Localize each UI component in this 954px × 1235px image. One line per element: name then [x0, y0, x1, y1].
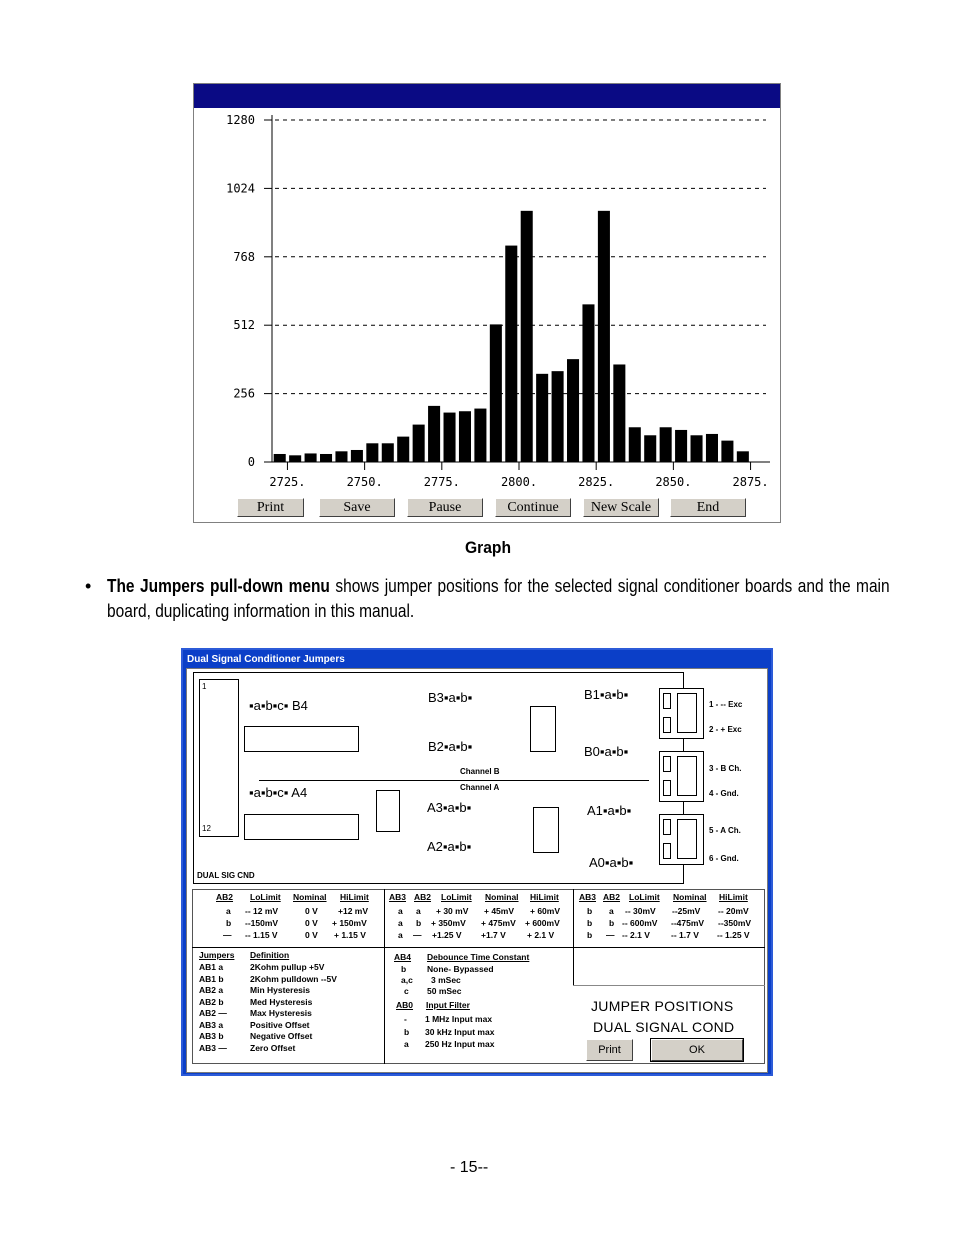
t3-r1c0: b — [587, 918, 593, 928]
flt-r2-val: 250 Hz Input max — [425, 1039, 495, 1049]
histogram-bar-13 — [474, 409, 486, 462]
bullet-paragraph — [85, 574, 890, 624]
x-tick-label-3: 2800. — [500, 475, 538, 489]
t1-r0c2: 0 V — [305, 906, 318, 916]
histogram-bar-16 — [521, 211, 533, 462]
flt-r0-key: - — [404, 1014, 407, 1024]
jumper-b1-label: B1▪a▪b▪ — [584, 687, 629, 702]
t3-h4: HiLimit — [719, 892, 748, 902]
t1-h2: Nominal — [293, 892, 327, 902]
t2-r0c2: + 30 mV — [436, 906, 469, 916]
channel-divider — [259, 780, 649, 781]
t2-h3: Nominal — [485, 892, 519, 902]
terminal-pin-2 — [663, 717, 671, 733]
t3-r0c0: b — [587, 906, 593, 916]
y-tick-label-3: 768 — [233, 249, 255, 264]
jd-r1-def: 2Kohm pulldown --5V — [250, 973, 337, 984]
x-tick-label-4: 2825. — [578, 475, 615, 489]
histogram-bar-28 — [706, 434, 718, 462]
t3-h2: LoLimit — [629, 892, 660, 902]
histogram-bar-15 — [505, 246, 517, 462]
t1-r1c0: b — [226, 918, 232, 928]
t2-r1c3: + 475mV — [481, 918, 516, 928]
t2-h1: AB2 — [414, 892, 432, 902]
t3-r0c2: -- 30mV — [625, 906, 656, 916]
y-tick-label-5: 1280 — [226, 113, 255, 127]
db-r1-key: a,c — [401, 975, 413, 985]
t3-r2c4: -- 1.25 V — [717, 930, 750, 940]
tables-vline-1 — [384, 889, 385, 1064]
t2-r1c2: + 350mV — [431, 918, 466, 928]
histogram-bar-11 — [444, 413, 456, 462]
relay-a — [533, 807, 559, 853]
t2-r2c0: a — [398, 930, 403, 940]
end-button[interactable]: End — [670, 498, 746, 517]
histogram-bar-25 — [660, 427, 672, 462]
t3-r0c1: a — [609, 906, 614, 916]
histogram-bar-27 — [691, 435, 703, 462]
t3-h3: Nominal — [673, 892, 707, 902]
continue-button[interactable]: Continue — [495, 498, 571, 517]
db-h0: AB4 — [394, 952, 412, 962]
db-r0-key: b — [401, 964, 407, 974]
t2-r1c4: + 600mV — [525, 918, 560, 928]
heading-jumper-positions: JUMPER POSITIONS — [591, 998, 734, 1014]
histogram-bar-30 — [737, 451, 749, 462]
t1-r1c3: + 150mV — [332, 918, 367, 928]
t1-r0c3: +12 mV — [338, 906, 369, 916]
tables-hline-2 — [573, 985, 765, 986]
flt-h0: AB0 — [396, 1000, 414, 1010]
terminal-label-4: 4 - Gnd. — [709, 789, 739, 798]
print-button[interactable]: Print — [237, 498, 304, 517]
t3-r2c0: b — [587, 930, 593, 940]
jumper-b0-label: B0▪a▪b▪ — [584, 744, 629, 759]
histogram-bar-1 — [289, 455, 301, 462]
terminal-pin-3 — [663, 756, 671, 772]
jumper-b4-block — [244, 726, 359, 752]
t3-r2c1: — — [606, 930, 615, 940]
histogram-bar-2 — [305, 453, 317, 462]
terminal-screw-1 — [677, 693, 697, 733]
histogram-bar-17 — [536, 374, 548, 462]
jd-r0-key: AB1 a — [199, 962, 224, 972]
heading-dual-signal-cond: DUAL SIGNAL COND — [593, 1019, 735, 1035]
t1-r0c1: -- 12 mV — [245, 906, 279, 916]
t2-r1c1: b — [416, 918, 422, 928]
flt-r1-val: 30 kHz Input max — [425, 1026, 495, 1037]
t2-r2c1: — — [413, 930, 422, 940]
graph-titlebar — [194, 84, 780, 108]
flt-h1: Input Filter — [426, 1000, 470, 1010]
histogram-bar-29 — [721, 441, 733, 462]
tables-hline — [192, 947, 765, 948]
new-scale-button[interactable]: New Scale — [583, 498, 659, 517]
connector-pin-1: 1 — [202, 682, 207, 691]
board-label: DUAL SIG CND — [197, 871, 255, 880]
db-r2-key: c — [404, 986, 409, 996]
db-r1-val: 3 mSec — [431, 975, 461, 985]
t1-r2c2: 0 V — [305, 930, 318, 940]
t2-h2: LoLimit — [441, 892, 472, 902]
t3-r1c1: b — [609, 918, 615, 928]
histogram-bar-12 — [459, 411, 471, 462]
t1-r1c1: --150mV — [245, 918, 279, 928]
tables-vline-3 — [573, 947, 574, 985]
x-tick-label-0: 2725. — [269, 475, 306, 489]
jd-r4-key: AB2 — — [199, 1008, 227, 1018]
jd-r7-key: AB3 — — [199, 1042, 227, 1053]
t1-r1c2: 0 V — [305, 918, 318, 928]
jumper-b2-label: B2▪a▪b▪ — [428, 739, 473, 754]
jd-r0-def: 2Kohm pullup +5V — [250, 962, 325, 972]
dialog-ok-button[interactable]: OK — [651, 1039, 743, 1061]
histogram-bar-23 — [629, 427, 641, 462]
histogram-bar-14 — [490, 324, 502, 462]
histogram-bar-3 — [320, 454, 332, 462]
histogram-bar-22 — [613, 364, 625, 462]
histogram-bar-24 — [644, 435, 656, 462]
t2-r1c0: a — [398, 918, 403, 928]
jumper-b4-label: ▪a▪b▪c▪ B4 — [249, 698, 308, 713]
terminal-pin-4 — [663, 780, 671, 796]
jumper-a4-label: ▪a▪b▪c▪ A4 — [249, 785, 308, 800]
flt-r1-key: b — [404, 1026, 410, 1037]
terminal-label-6: 6 - Gnd. — [709, 854, 739, 863]
x-tick-label-6: 2875. — [732, 475, 769, 489]
terminal-pin-6 — [663, 843, 671, 859]
histogram-bar-4 — [335, 451, 347, 462]
bullet-text: shows jumper positions for the selected signal conditioner boards and the main board, duplicating information in this manual. — [107, 576, 890, 621]
histogram-bar-18 — [552, 371, 564, 462]
t2-r2c4: + 2.1 V — [527, 930, 555, 940]
jumpers-dialog — [181, 648, 773, 1076]
graph-window — [193, 83, 781, 523]
jd-r3-def: Med Hysteresis — [250, 996, 313, 1007]
t3-h0: AB3 — [579, 892, 597, 902]
t3-r0c3: --25mV — [672, 906, 701, 916]
terminal-pin-5 — [663, 819, 671, 835]
jumper-a4-block — [244, 814, 359, 840]
jd-r1-key: AB1 b — [199, 973, 224, 984]
histogram-bar-0 — [274, 454, 286, 462]
terminal-label-1: 1 - -- Exc — [709, 700, 743, 709]
jumper-a2-label: A2▪a▪b▪ — [427, 839, 472, 854]
histogram-bar-10 — [428, 406, 440, 462]
y-tick-label-2: 512 — [233, 318, 255, 333]
bullet-bold-lead: The Jumpers pull-down menu — [107, 576, 330, 596]
t1-h0: AB2 — [216, 892, 234, 902]
histogram-bar-8 — [397, 437, 409, 462]
dialog-title: Dual Signal Conditioner Jumpers — [187, 654, 345, 665]
t2-r2c2: +1.25 V — [432, 930, 462, 940]
jd-r7-def: Zero Offset — [250, 1042, 296, 1053]
jumper-a3-label: A3▪a▪b▪ — [427, 800, 472, 815]
x-tick-label-5: 2850. — [655, 475, 692, 489]
histogram-bar-26 — [675, 430, 687, 462]
connector-pin-12: 12 — [202, 824, 211, 833]
jd-h0: Jumpers — [199, 950, 235, 960]
histogram-bar-7 — [382, 443, 394, 462]
histogram-bar-9 — [413, 425, 425, 462]
x-tick-label-1: 2750. — [346, 475, 383, 489]
histogram-bar-5 — [351, 450, 363, 462]
connector-strip — [199, 679, 239, 837]
histogram-bar-20 — [582, 304, 594, 462]
t3-r1c3: --475mV — [671, 918, 705, 928]
y-tick-label-1: 256 — [233, 386, 255, 401]
bullet-icon: • — [85, 576, 92, 596]
relay-a4 — [376, 790, 400, 832]
y-tick-label-0: 0 — [247, 455, 255, 469]
t3-r1c4: --350mV — [718, 918, 752, 928]
t3-r2c2: -- 2.1 V — [622, 930, 650, 940]
terminal-label-3: 3 - B Ch. — [709, 764, 742, 773]
t2-r0c4: + 60mV — [530, 906, 561, 916]
graph-caption: Graph — [464, 538, 512, 557]
t2-r2c3: +1.7 V — [481, 930, 506, 940]
terminal-screw-2 — [677, 756, 697, 796]
jd-r2-key: AB2 a — [199, 985, 224, 995]
x-tick-label-2: 2775. — [423, 475, 460, 489]
page-number: - 15-- — [450, 1159, 489, 1176]
t3-r0c4: -- 20mV — [718, 906, 749, 916]
jd-r6-key: AB3 b — [199, 1031, 224, 1041]
jumper-a1-label: A1▪a▪b▪ — [587, 803, 632, 818]
jd-r4-def: Max Hysteresis — [250, 1008, 312, 1018]
pause-button[interactable]: Pause — [407, 498, 483, 517]
flt-r0-val: 1 MHz Input max — [425, 1014, 493, 1024]
y-tick-label-4: 1024 — [226, 181, 255, 196]
t1-r2c1: -- 1.15 V — [245, 930, 278, 940]
terminal-pin-1 — [663, 693, 671, 709]
t2-h4: HiLimit — [530, 892, 559, 902]
t2-h0: AB3 — [389, 892, 407, 902]
dialog-body — [186, 668, 768, 1073]
jd-r3-key: AB2 b — [199, 996, 224, 1007]
terminal-label-5: 5 - A Ch. — [709, 826, 741, 835]
t3-r2c3: -- 1.7 V — [671, 930, 699, 940]
terminal-screw-3 — [677, 819, 697, 859]
channel-b-label: Channel B — [460, 767, 500, 776]
histogram-bar-19 — [567, 359, 579, 462]
relay-b — [530, 706, 556, 752]
jd-r2-def: Min Hysteresis — [250, 985, 310, 995]
tables-vline-2 — [573, 889, 574, 947]
t2-r0c0: a — [398, 906, 403, 916]
db-h1: Debounce Time Constant — [427, 952, 530, 962]
t3-r1c2: -- 600mV — [622, 918, 658, 928]
jd-r5-def: Positive Offset — [250, 1019, 310, 1030]
t2-r0c1: a — [416, 906, 421, 916]
histogram-bar-21 — [598, 211, 610, 462]
dialog-print-button[interactable]: Print — [586, 1039, 633, 1061]
t2-r0c3: + 45mV — [484, 906, 515, 916]
t1-h3: HiLimit — [340, 892, 369, 902]
t1-h1: LoLimit — [250, 892, 281, 902]
t1-r2c0: — — [223, 930, 232, 940]
jd-r5-key: AB3 a — [199, 1019, 224, 1030]
jumper-a0-label: A0▪a▪b▪ — [589, 855, 634, 870]
db-r2-val: 50 mSec — [427, 986, 462, 996]
db-r0-val: None- Bypassed — [427, 964, 494, 974]
flt-r2-key: a — [404, 1039, 409, 1049]
histogram-bar-6 — [366, 443, 378, 462]
t3-h1: AB2 — [603, 892, 621, 902]
t1-r2c3: + 1.15 V — [334, 930, 366, 940]
t1-r0c0: a — [226, 906, 231, 916]
jumper-b3-label: B3▪a▪b▪ — [428, 690, 473, 705]
terminal-label-2: 2 - + Exc — [709, 725, 742, 734]
histogram-chart — [194, 108, 780, 496]
jd-r6-def: Negative Offset — [250, 1031, 313, 1041]
channel-a-label: Channel A — [460, 783, 500, 792]
jd-h1: Definition — [250, 950, 290, 960]
save-button[interactable]: Save — [319, 498, 395, 517]
